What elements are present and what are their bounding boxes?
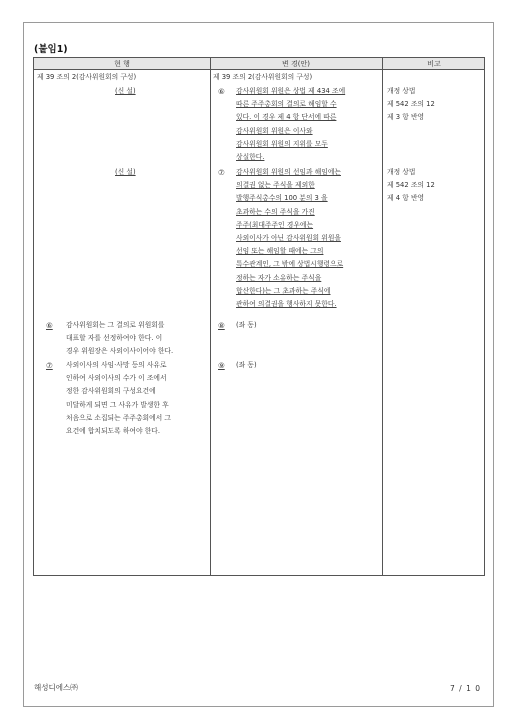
change-item-6-text: 감사위원회 위원은 상법 제 434 조에 따른 주주총회의 결의로 해임할 수 있다. 이 경우 제 4 항 단서에 따른 감사위원회 위원은 이사와 감사위원회 위원의 지위를 모두 상실한다. — [236, 87, 346, 162]
change-item-8-number: ⑧ — [218, 321, 225, 330]
footer-company: 해성디에스㈜ — [34, 683, 78, 692]
current-item-7-text: 사외이사의 사임·사망 등의 사유로 인하여 사외이사의 수가 이 조에서 정한 감사위원회의 구성요건에 미달하게 되면 그 사유가 발생한 후 처음으로 소집되는 주주총회에서 그 요건에 합치되도록 하여야 한다. — [66, 361, 171, 436]
note-2: 개정 상법 제 542 조의 12 제 4 항 반영 — [387, 168, 435, 203]
current-item-6-number: ⑥ — [46, 321, 53, 330]
change-item-9-number: ⑨ — [218, 361, 225, 370]
column-divider — [382, 58, 383, 575]
header-current: 현 행 — [114, 60, 130, 68]
current-item-7-number: ⑦ — [46, 361, 53, 370]
change-item-9-text: (좌 동) — [236, 361, 257, 369]
change-item-6-number: ⑥ — [218, 87, 225, 96]
current-new-section-2: (신 설) — [115, 168, 136, 176]
header-change: 변 경(안) — [282, 60, 310, 68]
current-item-6-text: 감사위원회는 그 결의로 위원회를 대표할 자를 선정하여야 한다. 이 경우 위원장은 사외이사이어야 한다. — [66, 321, 174, 356]
change-item-7-number: ⑦ — [218, 168, 225, 177]
header-note: 비고 — [427, 60, 441, 68]
note-1: 개정 상법 제 542 조의 12 제 3 항 반영 — [387, 87, 435, 122]
column-divider — [210, 58, 211, 575]
document-page — [23, 22, 494, 707]
table-header — [34, 58, 484, 70]
change-item-8-text: (좌 동) — [236, 321, 257, 329]
current-heading: 제 39 조의 2(감사위원회의 구성) — [37, 73, 137, 81]
attachment-title: (붙임1) — [34, 44, 68, 55]
change-item-7-text: 감사위원회 위원의 선임과 해임에는 의결권 없는 주식을 제외한 발행주식총수의 100 분의 3 을 초과하는 수의 주식을 가진 주주(최대주주인 경우에는 사외이사가 아닌 감사위원회 위원을 선임 또는 해임할 때에는 그의 특수관계인, 그 밖에 상법시행령으로 정하는 자가 소유하는 주식을 합산한다)는 그 초과하는 주식에 관하여 의결권을 행사하지 못한다. — [236, 168, 344, 309]
comparison-table — [33, 57, 485, 576]
current-new-section-1: (신 설) — [115, 87, 136, 95]
change-heading: 제 39 조의 2(감사위원회의 구성) — [213, 73, 313, 81]
footer-page-number: 7 / 1 0 — [450, 684, 481, 693]
